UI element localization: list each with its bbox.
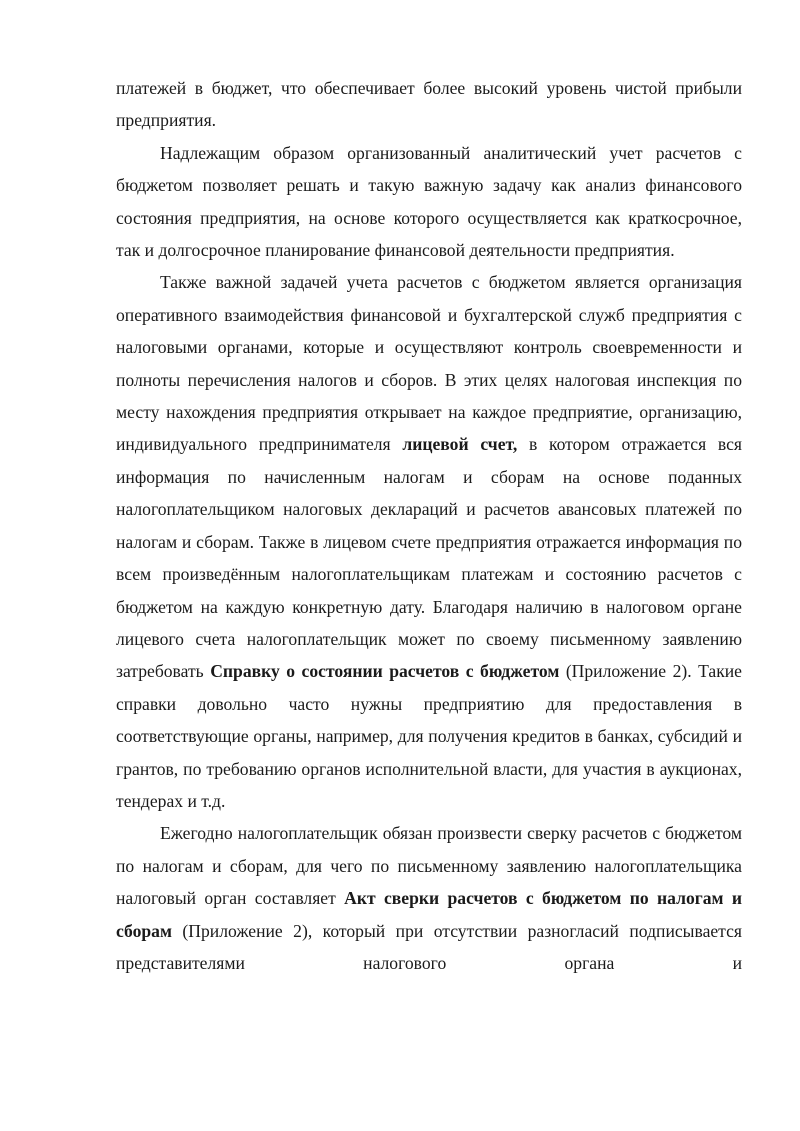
paragraph-continuation: платежей в бюджет, что обеспечивает более высокий уровень чистой прибыли предприятия. [116, 78, 742, 131]
bold-term-personal-account: лицевой счет, [402, 434, 518, 455]
paragraph-tax-interaction [116, 266, 742, 817]
paragraph-annual-reconciliation [116, 817, 742, 979]
bold-term-reconciliation-act: Акт сверки расчетов с бюджетом по налогам и сборам [116, 888, 742, 941]
paragraph-text: (Приложение 2), который при отсутствии разногласий подписывается представителями налогового органа и [116, 920, 742, 973]
paragraph-analytical-accounting: Надлежащим образом организованный аналитический учет расчетов с бюджетом позволяет решать и такую важную задачу как анализ финансового состояния предприятия, на основе которого осуществляется как краткосрочное, так и долгосрочное планирование финансовой деятельности предприятия. [116, 142, 742, 261]
bold-term-settlement-certificate: Справку о состоянии расчетов с бюджетом [210, 661, 560, 682]
paragraph-text: (Приложение 2). Такие справки довольно часто нужны предприятию для предоставления в соответствующие органы, например, для получения кредитов в банках, субсидий и грантов, по требованию органов исполнительной власти, для участия в аукционах, тендерах и т.д. [116, 661, 742, 811]
paragraph-text: Ежегодно налогоплательщик обязан произвести сверку расчетов с бюджетом по налогам и сборам, для чего по письменному заявлению налогоплательщика налоговый орган составляет [116, 823, 742, 909]
document-page [116, 72, 742, 979]
paragraph-text: в котором отражается вся информация по начисленным налогам и сборам на основе поданных налогоплательщиком налоговых деклараций и расчетов авансовых платежей по налогам и сборам. Также в лицевом счете предприятия отражается информация по всем произведённым налогоплательщикам платежам и состоянию расчетов с бюджетом на каждую конкретную дату. Благодаря наличию в налоговом органе лицевого счета налогоплательщик может по своему письменному заявлению затребовать [116, 434, 742, 682]
paragraph-text: Также важной задачей учета расчетов с бюджетом является организация оперативного взаимодействия финансовой и бухгалтерской служб предприятия с налоговыми органами, которые и осуществляют контроль своевременности и полноты перечисления налогов и сборов. В этих целях налоговая инспекция по месту нахождения предприятия открывает на каждое предприятие, организацию, индивидуального предпринимателя [116, 272, 742, 455]
